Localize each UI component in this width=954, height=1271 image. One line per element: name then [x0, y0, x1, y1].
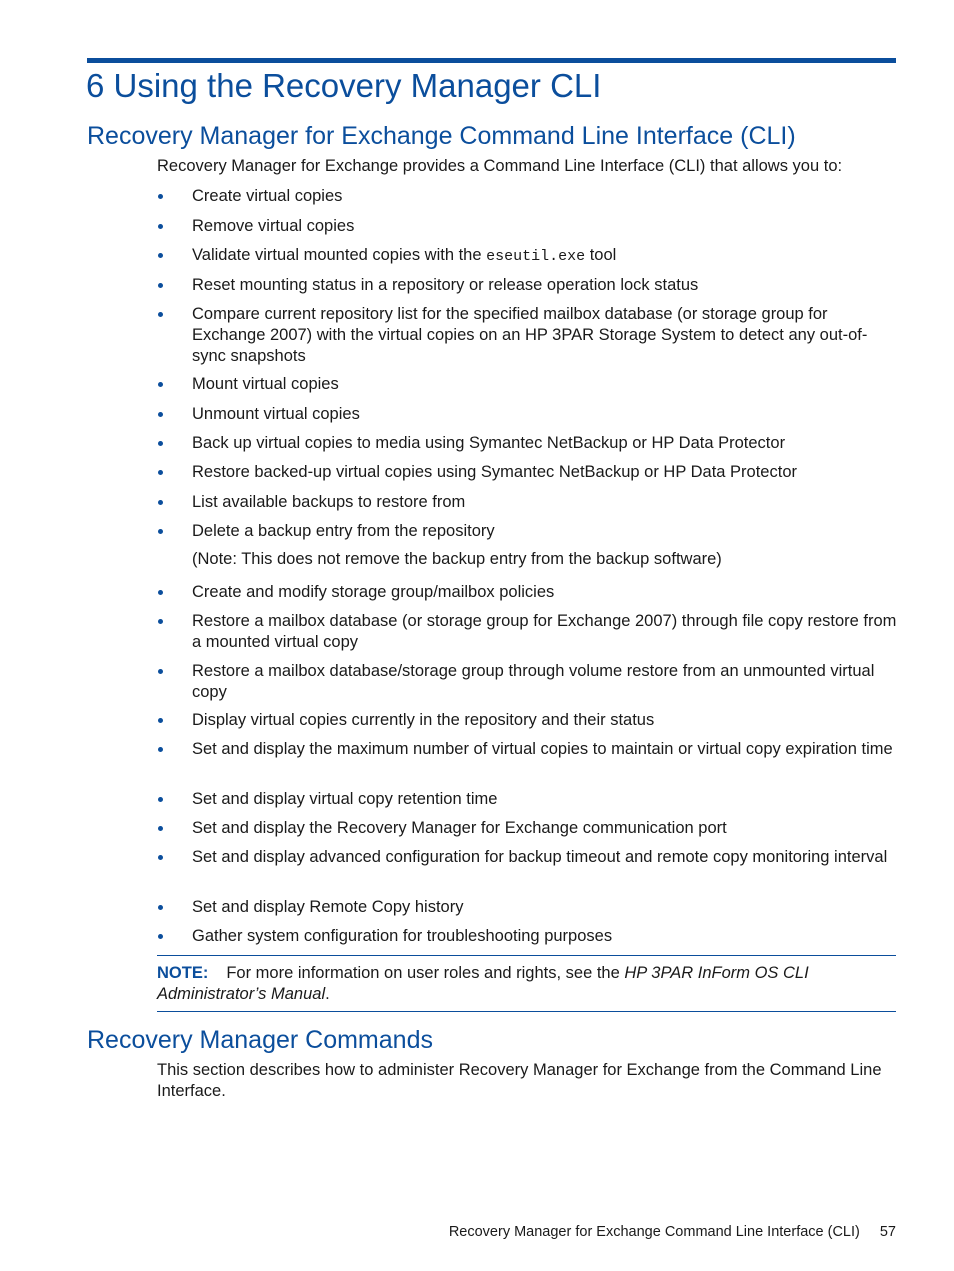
bullet-icon: [158, 441, 163, 446]
section-intro: Recovery Manager for Exchange provides a Command Line Interface (CLI) that allows you to:: [157, 157, 843, 175]
manual-title: HP 3PAR InForm OS CLI Administrator’s Manual: [157, 964, 809, 1003]
bullet-icon: [158, 590, 163, 595]
bullet-icon: [158, 382, 163, 387]
list-item: Set and display virtual copy retention time: [192, 789, 899, 810]
list-item: List available backups to restore from: [192, 492, 899, 513]
note-box: [157, 955, 896, 1012]
list-item: Validate virtual mounted copies with the eseutil.exe tool: [192, 245, 899, 267]
section-title-cli: Recovery Manager for Exchange Command Line Interface (CLI): [87, 122, 796, 150]
list-item: Gather system configuration for troubleshooting purposes: [192, 926, 899, 947]
bullet-icon: [158, 283, 163, 288]
list-item: Restore a mailbox database/storage group through volume restore from an unmounted virtual copy: [192, 661, 899, 703]
list-item: Unmount virtual copies: [192, 404, 899, 425]
page-footer: [449, 1222, 896, 1242]
bullet-icon: [158, 826, 163, 831]
bullet-icon: [158, 253, 163, 258]
chapter-top-rule: [87, 58, 896, 63]
bullet-icon: [158, 529, 163, 534]
bullet-icon: [158, 412, 163, 417]
bullet-icon: [158, 194, 163, 199]
list-item: Remove virtual copies: [192, 216, 899, 237]
list-item: Set and display Remote Copy history: [192, 897, 899, 918]
chapter-title: 6 Using the Recovery Manager CLI: [86, 67, 602, 104]
section-commands-body: This section describes how to administer Recovery Manager for Exchange from the Command Line Interface.: [157, 1061, 882, 1100]
list-item-subnote: (Note: This does not remove the backup entry from the backup software): [192, 550, 722, 568]
bullet-icon: [158, 312, 163, 317]
footer-running-title: Recovery Manager for Exchange Command Line Interface (CLI): [448, 1224, 860, 1240]
list-item: Set and display advanced configuration for backup timeout and remote copy monitoring interval: [192, 847, 899, 868]
bullet-icon: [158, 500, 163, 505]
list-item: Set and display the maximum number of virtual copies to maintain or virtual copy expiration time: [192, 739, 899, 760]
bullet-icon: [158, 797, 163, 802]
bullet-icon: [158, 905, 163, 910]
section-title-commands: Recovery Manager Commands: [87, 1026, 433, 1054]
bullet-icon: [158, 855, 163, 860]
note-label: NOTE:: [157, 964, 209, 982]
inline-code: eseutil.exe: [486, 248, 586, 265]
list-item: Reset mounting status in a repository or release operation lock status: [192, 275, 899, 296]
page-number: 57: [879, 1224, 896, 1240]
bullet-icon: [158, 619, 163, 624]
bullet-icon: [158, 669, 163, 674]
bullet-icon: [158, 224, 163, 229]
list-item: Create and modify storage group/mailbox policies: [192, 582, 899, 603]
list-item: Compare current repository list for the specified mailbox database (or storage group for Exchange 2007) with the virtual copies on an HP 3PAR Storage System to detect any out-of-sync snapshots: [192, 304, 899, 367]
list-item: Restore a mailbox database (or storage group for Exchange 2007) through file copy restore from a mounted virtual copy: [192, 611, 899, 653]
list-item: Back up virtual copies to media using Symantec NetBackup or HP Data Protector: [192, 433, 899, 454]
bullet-icon: [158, 934, 163, 939]
list-item: Set and display the Recovery Manager for Exchange communication port: [192, 818, 899, 839]
bullet-icon: [158, 470, 163, 475]
list-item: Display virtual copies currently in the repository and their status: [192, 710, 899, 731]
bullet-icon: [158, 747, 163, 752]
list-item: Create virtual copies: [192, 186, 899, 207]
list-item: Restore backed-up virtual copies using Symantec NetBackup or HP Data Protector: [192, 462, 899, 483]
list-item: Mount virtual copies: [192, 374, 899, 395]
note-text: NOTE: For more information on user roles and rights, see the HP 3PAR InForm OS CLI Administrator’s Manual.: [157, 964, 809, 1003]
bullet-icon: [158, 718, 163, 723]
list-item: Delete a backup entry from the repository (Note: This does not remove the backup entry from the backup software): [192, 521, 899, 570]
